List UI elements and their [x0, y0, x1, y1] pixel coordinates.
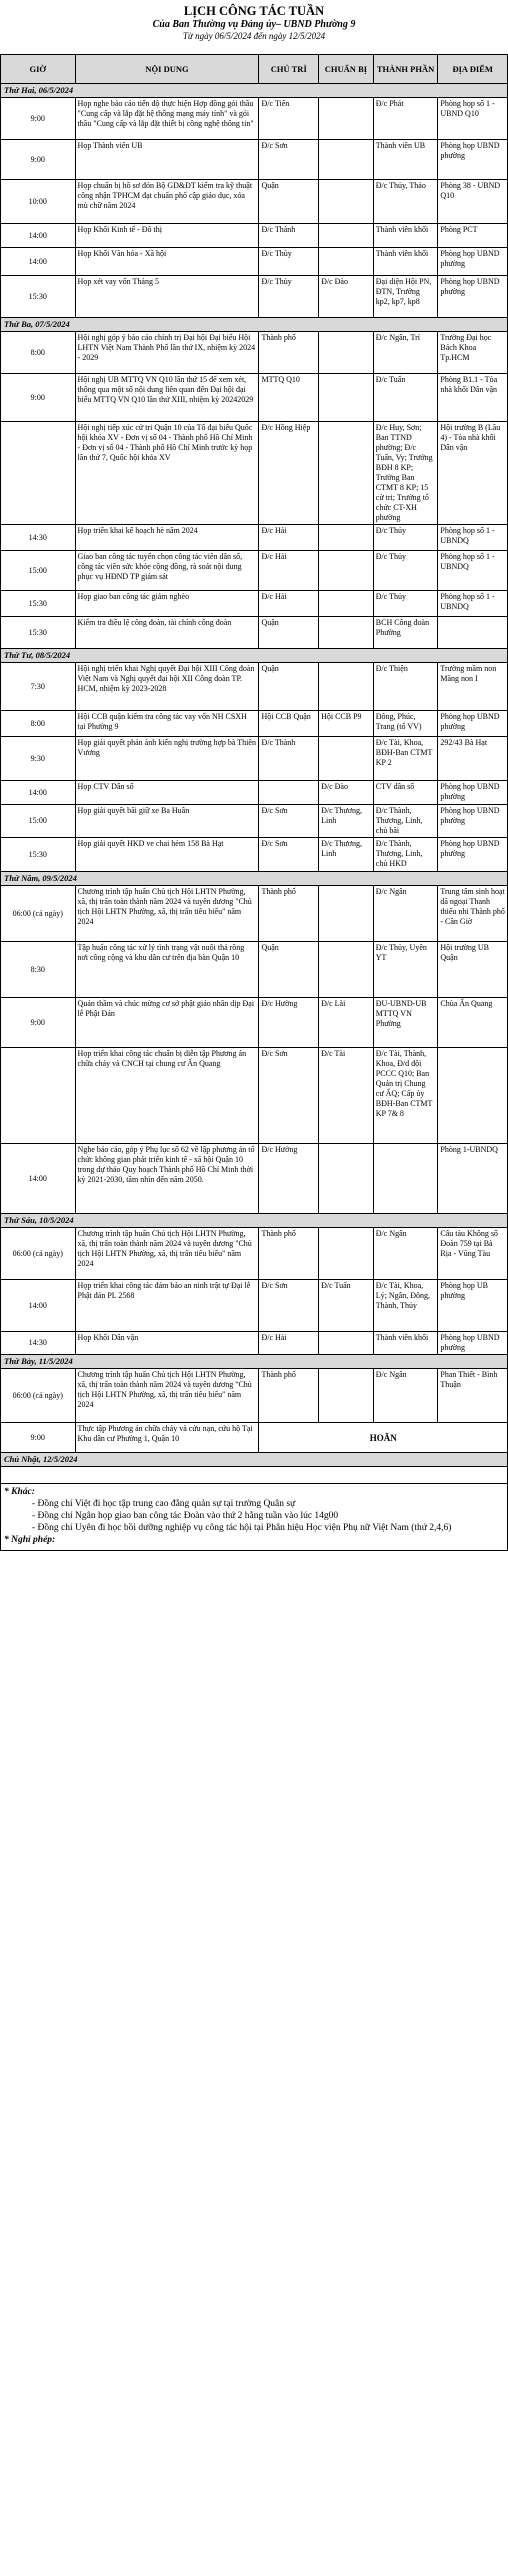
chair-cell: Đ/c Thủy — [259, 276, 319, 318]
chair-cell: Thành phố — [259, 1369, 319, 1423]
content-cell: Họp triển khai công tác chuẩn bị diễn tập Phương án chữa cháy và CNCH tại chung cư Ấn Quang — [75, 1048, 259, 1144]
prep-cell — [319, 140, 374, 180]
chair-cell: Đ/c Hường — [259, 1144, 319, 1214]
place-cell: Phòng họp UB phường — [438, 1280, 508, 1332]
table-row — [1, 1467, 508, 1484]
prep-cell: Đ/c Tuấn — [319, 1280, 374, 1332]
members-cell: Đ/c Tài, Khoa, BĐH-Ban CTMT KP 2 — [373, 737, 438, 781]
table-row — [1, 248, 508, 276]
table-row — [1, 942, 508, 998]
time-cell: 14:30 — [1, 1332, 76, 1355]
content-cell: Tập huấn công tác xử lý tình trạng vật nuôi thả rông nơi công cộng và khu dân cư trên địa bàn Quận 10 — [75, 942, 259, 998]
table-row — [1, 617, 508, 649]
members-cell: Đ/c Huy, Sơn; Ban TTND phường; Đ/c Tuấn, Vy; Trưởng BĐH 8 KP; Trưởng Ban CTMT 8 KP; 15 cử tri; Trưởng tổ chức CT-XH phường — [373, 422, 438, 525]
place-cell: 292/43 Bà Hạt — [438, 737, 508, 781]
prep-cell — [319, 591, 374, 617]
table-row — [1, 374, 508, 422]
members-cell: Đ/c Tài, Thành, Khoa, Đ/d đội PCCC Q10; Ban Quản trị Chung cư ẤQ; Cấp ủy BĐH-Ban CTMT KP 7& 8 — [373, 1048, 438, 1144]
place-cell: Hội trường UB Quận — [438, 942, 508, 998]
table-header-row — [1, 55, 508, 84]
chair-cell: Đ/c Hải — [259, 1332, 319, 1355]
place-cell: Trường Đại học Bách Khoa Tp.HCM — [438, 332, 508, 374]
table-row — [1, 1144, 508, 1214]
time-cell: 14:00 — [1, 781, 76, 805]
members-cell: Đ/c Thủy, Uyên YT — [373, 942, 438, 998]
members-cell: Thành viên khối — [373, 248, 438, 276]
prep-cell — [319, 663, 374, 711]
time-cell: 15:00 — [1, 805, 76, 838]
prep-cell — [319, 98, 374, 140]
col-header-prep: CHUẨN BỊ — [319, 55, 374, 84]
table-row — [1, 224, 508, 248]
table-row — [1, 838, 508, 872]
place-cell: Phòng họp UBND phường — [438, 805, 508, 838]
chair-cell: MTTQ Q10 — [259, 374, 319, 422]
time-cell: 06:00 (cả ngày) — [1, 886, 76, 942]
note-item: - Đồng chí Uyên đi học bồi dưỡng nghiệp vụ công tác hội tại Phân hiệu Học viện Phụ nữ Việt Nam (thứ 2,4,6) — [32, 1523, 452, 1533]
time-cell: 10:00 — [1, 180, 76, 224]
place-cell: Phan Thiết - Bình Thuận — [438, 1369, 508, 1423]
time-cell: 9:00 — [1, 140, 76, 180]
table-row — [1, 805, 508, 838]
table-row — [1, 591, 508, 617]
time-cell — [1, 422, 76, 525]
place-cell: Câu tàu Không số Đoàn 759 tại Bà Rịa - Vũng Tàu — [438, 1228, 508, 1280]
members-cell: Đ/c Phát — [373, 98, 438, 140]
members-cell: BCH Công đoàn Phường — [373, 617, 438, 649]
members-cell: Thành viên UB — [373, 140, 438, 180]
postponed-cell: HOÃN — [259, 1423, 508, 1453]
chair-cell: Đ/c Sơn — [259, 1048, 319, 1144]
schedule-header — [0, 0, 508, 54]
time-cell: 06:00 (cả ngày) — [1, 1228, 76, 1280]
chair-cell: Đ/c Thành — [259, 737, 319, 781]
chair-cell: Đ/c Thủy — [259, 248, 319, 276]
time-cell: 15:30 — [1, 276, 76, 318]
place-cell — [438, 617, 508, 649]
day-header-row — [1, 84, 508, 98]
content-cell: Quản thầm và chúc mừng cơ sở phật giáo nhân dịp Đại lễ Phật Đản — [75, 998, 259, 1048]
table-row — [1, 422, 508, 525]
day-header-row — [1, 872, 508, 886]
time-cell: 15:00 — [1, 551, 76, 591]
content-cell: Chương trình tập huấn Chủ tịch Hội LHTN Phường, xã, thị trấn toàn thành năm 2024 và tuyên dương "Chủ tịch Hội LHTN Phường, xã, thị trấn tiêu biểu" năm 2024 — [75, 886, 259, 942]
content-cell: Thực tập Phương án chữa cháy và cứu nạn, cứu hộ Tại Khu dân cư Phường 1, Quận 10 — [75, 1423, 259, 1453]
place-cell: Phòng họp số 1 - UBNDQ — [438, 525, 508, 551]
notes-leave-label: * Nghỉ phép: — [4, 1535, 56, 1545]
members-cell: Đ/c Thủy, Thảo — [373, 180, 438, 224]
time-cell: 15:30 — [1, 591, 76, 617]
place-cell: Phòng 1-UBNDQ — [438, 1144, 508, 1214]
schedule-title: LỊCH CÔNG TÁC TUẦN — [183, 4, 325, 18]
day-label: Thứ Bảy, 11/5/2024 — [1, 1355, 508, 1369]
place-cell: Phòng họp UBND phường — [438, 276, 508, 318]
table-row — [1, 711, 508, 737]
table-row — [1, 1332, 508, 1355]
table-row — [1, 98, 508, 140]
time-cell: 8:30 — [1, 942, 76, 998]
col-header-place: ĐỊA ĐIỂM — [438, 55, 508, 84]
prep-cell — [319, 525, 374, 551]
members-cell: Đ/c Thủy — [373, 551, 438, 591]
table-row — [1, 886, 508, 942]
schedule-table — [0, 54, 508, 1484]
content-cell: Chương trình tập huấn Chủ tịch Hội LHTN Phường, xã, thị trấn toàn thành năm 2024 và tuyên dương "Chủ tịch Hội LHTN Phường, xã, thị trấn tiêu biểu" năm 2024 — [75, 1228, 259, 1280]
day-header-row — [1, 1214, 508, 1228]
schedule-date-range: Từ ngày 06/5/2024 đến ngày 12/5/2024 — [182, 31, 326, 41]
members-cell: CTV dân số — [373, 781, 438, 805]
chair-cell: Đ/c Hải — [259, 551, 319, 591]
chair-cell: Đ/c Hường — [259, 998, 319, 1048]
prep-cell: Hội CCB P9 — [319, 711, 374, 737]
content-cell: Họp triển khai công tác đảm bảo an ninh trật tự Đại lễ Phật đản PL 2568 — [75, 1280, 259, 1332]
table-row — [1, 781, 508, 805]
chair-cell: Hội CCB Quận — [259, 711, 319, 737]
members-cell: Đ/c Ngân — [373, 1228, 438, 1280]
col-header-time: GIỜ — [1, 55, 76, 84]
time-cell: 9:00 — [1, 98, 76, 140]
place-cell: Phòng 38 - UBND Q10 — [438, 180, 508, 224]
place-cell: Hội trường B (Lầu 4) - Tòa nhà khối Dân vận — [438, 422, 508, 525]
content-cell: Kiểm tra điều lệ công đoàn, tài chính công đoàn — [75, 617, 259, 649]
members-cell: ĐU-UBND-UB MTTQ VN Phường — [373, 998, 438, 1048]
members-cell: Đ/c Ngân — [373, 886, 438, 942]
members-cell: Đ/c Thành, Thương, Linh, chủ HKD — [373, 838, 438, 872]
content-cell: Họp giải quyết HKD ve chai hẻm 158 Bà Hạt — [75, 838, 259, 872]
day-label: Chủ Nhật, 12/5/2024 — [1, 1453, 508, 1467]
table-row — [1, 180, 508, 224]
content-cell: Hội nghị UB MTTQ VN Q10 lần thứ 15 để xem xét, thông qua một số nội dung liên quan đến Đại hội đại biểu MTTQ VN Q10 lần thứ XIII, nhiệm kỳ 20242029 — [75, 374, 259, 422]
notes-other-label: * Khác: — [4, 1487, 35, 1497]
chair-cell: Quận — [259, 617, 319, 649]
prep-cell — [319, 180, 374, 224]
table-row — [1, 276, 508, 318]
day-label: Thứ Năm, 09/5/2024 — [1, 872, 508, 886]
chair-cell: Đ/c Hải — [259, 591, 319, 617]
place-cell: Trung tâm sinh hoạt dã ngoại Thanh thiếu nhi Thành phố - Cần Giờ — [438, 886, 508, 942]
content-cell: Họp nghe báo cáo tiến độ thực hiện Hợp đồng gói thầu "Cung cấp và lắp đặt hệ thống mạng máy tính" và gói thầu "Cung cấp và lắp đặt thiết bị công nghệ thông tin" — [75, 98, 259, 140]
prep-cell: Đ/c Thương, Linh — [319, 805, 374, 838]
place-cell: Phòng họp UBND phường — [438, 711, 508, 737]
content-cell: Họp giải quyết phản ánh kiến nghị trường hợp bà Thiên Vương — [75, 737, 259, 781]
time-cell: 15:30 — [1, 617, 76, 649]
day-header-row — [1, 318, 508, 332]
time-cell: 15:30 — [1, 838, 76, 872]
content-cell: Hội nghị góp ý báo cáo chính trị Đại hội Đại biểu Hội LHTN Việt Nam Thành Phố lần thứ IX, nhiệm kỳ 2024 - 2029 — [75, 332, 259, 374]
note-item: - Đồng chí Ngân họp giao ban công tác Đoàn vào thứ 2 hằng tuần vào lúc 14g00 — [32, 1511, 339, 1521]
prep-cell — [319, 1369, 374, 1423]
content-cell: Giao ban công tác tuyển chọn công tác viên dân số, công tác viên sức khỏe cộng đồng, rà soát nội dung phục vụ HĐND TP giám sát — [75, 551, 259, 591]
content-cell: Họp CTV Dân số — [75, 781, 259, 805]
prep-cell — [319, 551, 374, 591]
prep-cell: Đ/c Lài — [319, 998, 374, 1048]
time-cell: 14:30 — [1, 525, 76, 551]
day-header-row — [1, 1355, 508, 1369]
chair-cell: Đ/c Sơn — [259, 1280, 319, 1332]
members-cell: Đ/c Thủy — [373, 591, 438, 617]
content-cell: Họp triển khai kế hoạch hè năm 2024 — [75, 525, 259, 551]
place-cell: Phòng họp UBND phường — [438, 140, 508, 180]
place-cell: Phòng họp UBND phường — [438, 781, 508, 805]
day-header-row — [1, 1453, 508, 1467]
chair-cell: Đ/c Thành — [259, 224, 319, 248]
table-row — [1, 663, 508, 711]
time-cell: 06:00 (cả ngày) — [1, 1369, 76, 1423]
table-row — [1, 737, 508, 781]
place-cell: Phòng họp số 1 - UBNDQ — [438, 591, 508, 617]
members-cell: Đ/c Ngân, Trí — [373, 332, 438, 374]
prep-cell — [319, 422, 374, 525]
chair-cell: Quận — [259, 180, 319, 224]
members-cell: Đông, Phúc, Trang (tổ VV) — [373, 711, 438, 737]
time-cell: 7:30 — [1, 663, 76, 711]
chair-cell: Đ/c Hồng Hiệp — [259, 422, 319, 525]
day-header-row — [1, 649, 508, 663]
table-row — [1, 1280, 508, 1332]
time-cell: 9:00 — [1, 374, 76, 422]
prep-cell — [319, 374, 374, 422]
content-cell: Họp giao ban công tác giảm nghèo — [75, 591, 259, 617]
chair-cell — [259, 781, 319, 805]
col-header-chair: CHỦ TRÌ — [259, 55, 319, 84]
content-cell: Họp Khối Kinh tế - Đô thị — [75, 224, 259, 248]
content-cell: Họp xét vay vốn Tháng 5 — [75, 276, 259, 318]
members-cell: Đ/c Thiện — [373, 663, 438, 711]
prep-cell: Đ/c Đào — [319, 276, 374, 318]
table-row — [1, 1423, 508, 1453]
chair-cell: Thành phố — [259, 332, 319, 374]
place-cell: Chùa Ấn Quang — [438, 998, 508, 1048]
time-cell: 8:00 — [1, 711, 76, 737]
content-cell: Họp chuẩn bị hồ sơ đón Bộ GD&ĐT kiểm tra kỹ thuật công nhận TPHCM đạt chuẩn phổ cập giáo dục, xóa mù chữ năm 2024 — [75, 180, 259, 224]
prep-cell — [319, 886, 374, 942]
prep-cell — [319, 617, 374, 649]
prep-cell — [319, 248, 374, 276]
prep-cell — [319, 737, 374, 781]
chair-cell: Đ/c Sơn — [259, 140, 319, 180]
place-cell: Trường mầm non Măng non I — [438, 663, 508, 711]
empty-row-cell — [1, 1467, 508, 1484]
chair-cell: Đ/c Tiến — [259, 98, 319, 140]
place-cell: Phòng B1.1 - Tòa nhà khối Dân vận — [438, 374, 508, 422]
content-cell: Hội nghị triển khai Nghị quyết Đại hội XIII Công đoàn Việt Nam và Nghị quyết đại hội XII Công đoàn TP. HCM, nhiệm kỳ 2023-2028 — [75, 663, 259, 711]
table-row — [1, 332, 508, 374]
prep-cell — [319, 224, 374, 248]
members-cell: Đ/c Ngân — [373, 1369, 438, 1423]
time-cell: 9:00 — [1, 998, 76, 1048]
time-cell — [1, 1048, 76, 1144]
place-cell: Phòng họp UBND phường — [438, 838, 508, 872]
prep-cell — [319, 332, 374, 374]
table-row — [1, 1369, 508, 1423]
place-cell: Phòng họp số 1 - UBNDQ — [438, 551, 508, 591]
chair-cell: Đ/c Hải — [259, 525, 319, 551]
table-row — [1, 140, 508, 180]
time-cell: 14:00 — [1, 224, 76, 248]
time-cell: 8:00 — [1, 332, 76, 374]
prep-cell — [319, 1228, 374, 1280]
prep-cell — [319, 1332, 374, 1355]
col-header-members: THÀNH PHẦN — [373, 55, 438, 84]
content-cell: Họp Khối Dân vận — [75, 1332, 259, 1355]
place-cell: Phòng họp số 1 - UBND Q10 — [438, 98, 508, 140]
table-row — [1, 998, 508, 1048]
content-cell: Hội CCB quận kiểm tra công tác vay vốn NH CSXH tại Phường 9 — [75, 711, 259, 737]
place-cell — [438, 1048, 508, 1144]
day-label: Thứ Ba, 07/5/2024 — [1, 318, 508, 332]
table-row — [1, 1228, 508, 1280]
chair-cell: Quận — [259, 663, 319, 711]
content-cell: Hội nghị tiếp xúc cử tri Quận 10 của Tổ đại biểu Quốc hội khóa XV - Đơn vị số 04 - Thành phố Hồ Chí Minh - Đơn vị số 04 - Thành phố Hồ Chí Minh trước kỳ họp lần thứ 7, Quốc hội khóa XV — [75, 422, 259, 525]
place-cell: Phòng họp UBND phường — [438, 1332, 508, 1355]
day-label: Thứ Hai, 06/5/2024 — [1, 84, 508, 98]
members-cell: Đại diện Hội PN, ĐTN, Trưởng kp2, kp7, kp8 — [373, 276, 438, 318]
time-cell: 14:00 — [1, 248, 76, 276]
col-header-content: NỘI DUNG — [75, 55, 259, 84]
table-row — [1, 551, 508, 591]
content-cell: Họp giải quyết bãi giữ xe Ba Huân — [75, 805, 259, 838]
time-cell: 14:00 — [1, 1144, 76, 1214]
content-cell: Chương trình tập huấn Chủ tịch Hội LHTN Phường, xã, thị trấn toàn thành năm 2024 và tuyên dương "Chủ tịch Hội LHTN Phường, xã, thị trấn tiêu biểu" năm 2024 — [75, 1369, 259, 1423]
chair-cell: Quận — [259, 942, 319, 998]
members-cell: Đ/c Tài, Khoa, Lý; Ngân, Đông, Thành, Thủy — [373, 1280, 438, 1332]
prep-cell — [319, 1144, 374, 1214]
prep-cell: Đ/c Đào — [319, 781, 374, 805]
prep-cell — [319, 942, 374, 998]
day-label: Thứ Sáu, 10/5/2024 — [1, 1214, 508, 1228]
prep-cell: Đ/c Tài — [319, 1048, 374, 1144]
place-cell: Phòng họp UBND phường — [438, 248, 508, 276]
members-cell: Đ/c Tuấn — [373, 374, 438, 422]
members-cell: Đ/c Thủy — [373, 525, 438, 551]
place-cell: Phòng PCT — [438, 224, 508, 248]
members-cell: Thành viên khối — [373, 1332, 438, 1355]
members-cell: Đ/c Thành, Thương, Linh, chủ bãi — [373, 805, 438, 838]
time-cell: 9:00 — [1, 1423, 76, 1453]
note-item: - Đồng chí Việt đi học tập trung cao đẳng quản sự tại trường Quân sự — [32, 1499, 296, 1509]
content-cell: Nghe báo cáo, góp ý Phụ lục số 62 về lập phương án tổ chức không gian phát triển kinh tế - xã hội Quận 10 trong dự thảo Quy hoạch Thành phố Hồ Chí Minh thời kỳ 2021-2030, tầm nhìn đến năm 2050. — [75, 1144, 259, 1214]
day-label: Thứ Tư, 08/5/2024 — [1, 649, 508, 663]
chair-cell: Đ/c Sơn — [259, 805, 319, 838]
prep-cell: Đ/c Thương, Linh — [319, 838, 374, 872]
time-cell: 9:30 — [1, 737, 76, 781]
members-cell: Thành viên khối — [373, 224, 438, 248]
schedule-subtitle: Của Ban Thường vụ Đảng ủy– UBND Phường 9 — [152, 19, 356, 30]
time-cell: 14:00 — [1, 1280, 76, 1332]
table-row — [1, 1048, 508, 1144]
schedule-body — [1, 84, 508, 1484]
table-row — [1, 525, 508, 551]
chair-cell: Đ/c Sơn — [259, 838, 319, 872]
notes-section — [0, 1484, 508, 1551]
members-cell — [373, 1144, 438, 1214]
content-cell: Họp Khối Văn hóa - Xã hội — [75, 248, 259, 276]
chair-cell: Thành phố — [259, 886, 319, 942]
content-cell: Họp Thành viên UB — [75, 140, 259, 180]
chair-cell: Thành phố — [259, 1228, 319, 1280]
